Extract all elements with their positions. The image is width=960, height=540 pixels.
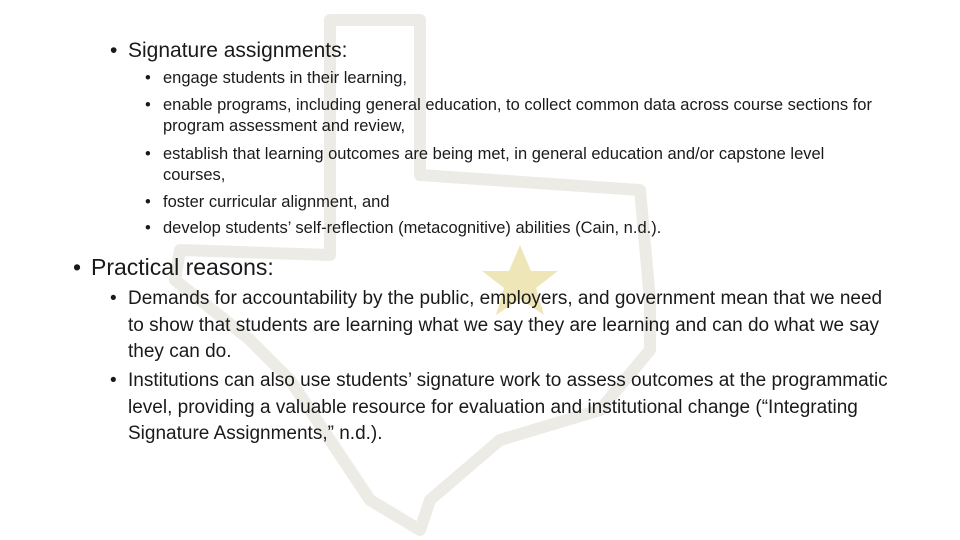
bullet: •: [73, 254, 82, 280]
bullet: •: [110, 39, 118, 62]
list-item: [110, 286, 890, 366]
list-item: [145, 144, 875, 186]
bullet: •: [145, 193, 151, 211]
list-item-text: Demands for accountability by the public, employers, and government mean that we need to show that students are learning what we say they are learning and can do what we say they can do.: [128, 288, 883, 362]
list-item: [145, 218, 875, 239]
bullet: •: [145, 219, 151, 237]
list-item-text: develop students’ self-reflection (metacognitive) abilities (Cain, n.d.).: [163, 219, 662, 237]
list-item: [110, 368, 890, 448]
list-item-text: establish that learning outcomes are being met, in general education and/or capstone level courses,: [163, 145, 825, 184]
list-item: [145, 68, 875, 89]
heading-text: Practical reasons:: [91, 254, 274, 280]
heading-text: Signature assignments:: [128, 39, 348, 62]
list-item-text: engage students in their learning,: [163, 69, 408, 87]
heading-signature-assignments: [110, 38, 890, 64]
bullet: •: [145, 96, 151, 114]
bullet: •: [145, 145, 151, 163]
list-item-text: foster curricular alignment, and: [163, 193, 390, 211]
bullet: •: [110, 288, 117, 309]
heading-practical-reasons: [73, 253, 873, 281]
list-item-text: Institutions can also use students’ signature work to assess outcomes at the programmatic level, providing a valuable resource for evaluation and institutional change (“Integrating Signature Assignments,” n.d.).: [128, 370, 888, 444]
bullet: •: [110, 370, 117, 391]
list-item: [145, 95, 875, 137]
list-item-text: enable programs, including general education, to collect common data across course sections for program assessment and review,: [163, 96, 872, 135]
list-item: [145, 192, 875, 213]
bullet: •: [145, 69, 151, 87]
